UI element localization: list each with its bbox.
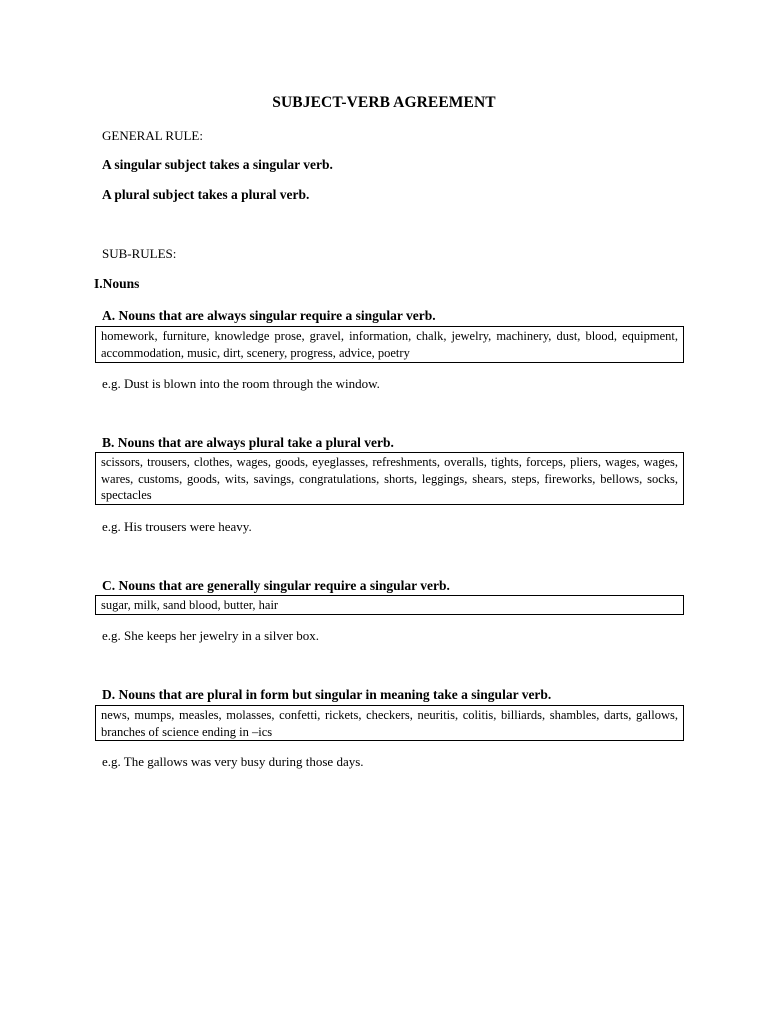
example-b: e.g. His trousers were heavy.: [102, 519, 252, 534]
rule-heading-c: C. Nouns that are generally singular require a singular verb.: [102, 578, 450, 593]
page-title: SUBJECT-VERB AGREEMENT: [272, 94, 496, 111]
section-heading-nouns: I.Nouns: [94, 276, 140, 291]
example-c: e.g. She keeps her jewelry in a silver box.: [102, 628, 319, 643]
general-rule-label: GENERAL RULE:: [102, 128, 203, 143]
sub-rules-label: SUB-RULES:: [102, 246, 177, 261]
example-a: e.g. Dust is blown into the room through the window.: [102, 376, 380, 391]
word-list-box-b: scissors, trousers, clothes, wages, goods, eyeglasses, refreshments, overalls, tights, forceps, pliers, wages, wages, wares, customs, goods, wits, savings, congratulations, shorts, leggings, shears, steps, fireworks, bellows, socks, spectacles: [95, 452, 684, 505]
word-list-box-a: homework, furniture, knowledge prose, gravel, information, chalk, jewelry, machinery, dust, blood, equipment, accommodation, music, dirt, scenery, progress, advice, poetry: [95, 326, 684, 363]
general-rule-singular: A singular subject takes a singular verb.: [102, 157, 333, 172]
example-d: e.g. The gallows was very busy during those days.: [102, 754, 364, 769]
rule-heading-d: D. Nouns that are plural in form but singular in meaning take a singular verb.: [102, 687, 552, 702]
word-list-box-c: sugar, milk, sand blood, butter, hair: [95, 595, 684, 615]
word-list-box-d: news, mumps, measles, molasses, confetti, rickets, checkers, neuritis, colitis, billiards, shambles, darts, gallows, branches of science ending in –ics: [95, 705, 684, 741]
rule-heading-a: A. Nouns that are always singular require a singular verb.: [102, 308, 436, 323]
rule-heading-b: B. Nouns that are always plural take a plural verb.: [102, 435, 394, 450]
general-rule-plural: A plural subject takes a plural verb.: [102, 187, 310, 202]
